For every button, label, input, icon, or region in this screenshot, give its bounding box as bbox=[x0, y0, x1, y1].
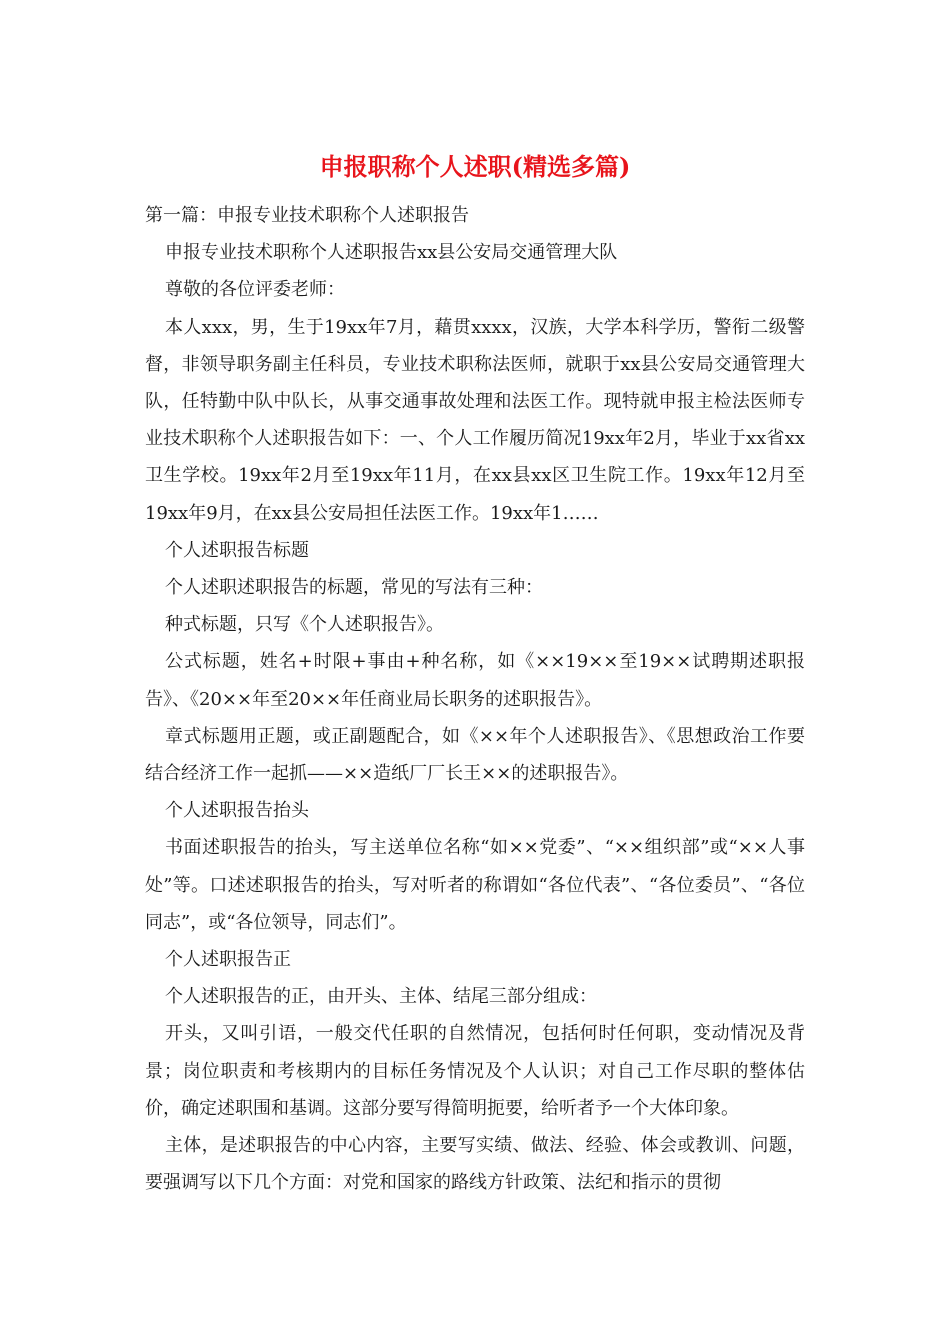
paragraph: 本人xxx，男，生于19xx年7月，藉贯xxxx，汉族，大学本科学历，警衔二级警督，非领导职务副主任科员，专业技术职称法医师，就职于xx县公安局交通管理大队，任特勤中队中队长，从事交通事故处理和法医工作。现特就申报主检法医师专业技术职称个人述职报告如下：一、个人工作履历简况19xx年2月，毕业于xx省xx卫生学校。19xx年2月至19xx年11月，在xx县xx区卫生院工作。19xx年12月至19xx年9月，在xx县公安局担任法医工作。19xx年1…… bbox=[145, 316, 805, 524]
section-heading: 个人述职报告标题 bbox=[165, 539, 309, 561]
section-heading: 个人述职报告抬头 bbox=[165, 800, 309, 822]
paragraph: 公式标题，姓名+时限+事由+种名称，如《××19××至19××试聘期述职报告》、《20××年至20××年任商业局长职务的述职报告》。 bbox=[145, 651, 805, 710]
document-body bbox=[145, 197, 805, 1201]
document-title: 申报职称个人述职(精选多篇) bbox=[319, 152, 631, 181]
paragraph: 开头，又叫引语，一般交代任职的自然情况，包括何时任何职，变动情况及背景；岗位职责和考核期内的目标任务情况及个人认识；对自己工作尽职的整体估价，确定述职围和基调。这部分要写得简明扼要，给听者予一个大体印象。 bbox=[145, 1023, 805, 1119]
paragraph: 个人述职述职报告的标题，常见的写法有三种： bbox=[165, 577, 543, 599]
paragraph: 书面述职报告的抬头，写主送单位名称“如××党委”、“××组织部”或“××人事处”等。口述述职报告的抬头，写对听者的称谓如“各位代表”、“各位委员”、“各位同志”，或“各位领导，同志们”。 bbox=[145, 837, 805, 933]
paragraph: 主体，是述职报告的中心内容，主要写实绩、做法、经验、体会或教训、问题，要强调写以下几个方面：对党和国家的路线方针政策、法纪和指示的贯彻 bbox=[145, 1135, 805, 1194]
paragraph: 尊敬的各位评委老师： bbox=[165, 279, 345, 301]
paragraph: 第一篇：申报专业技术职称个人述职报告 bbox=[145, 205, 469, 226]
paragraph: 申报专业技术职称个人述职报告xx县公安局交通管理大队 bbox=[165, 242, 618, 264]
paragraph: 种式标题，只写《个人述职报告》。 bbox=[165, 614, 444, 636]
paragraph: 个人述职报告的正，由开头、主体、结尾三部分组成： bbox=[165, 986, 597, 1008]
paragraph: 章式标题用正题，或正副题配合，如《××年个人述职报告》、《思想政治工作要结合经济工作一起抓——××造纸厂厂长王××的述职报告》。 bbox=[145, 725, 805, 785]
section-heading: 个人述职报告正 bbox=[165, 949, 291, 971]
